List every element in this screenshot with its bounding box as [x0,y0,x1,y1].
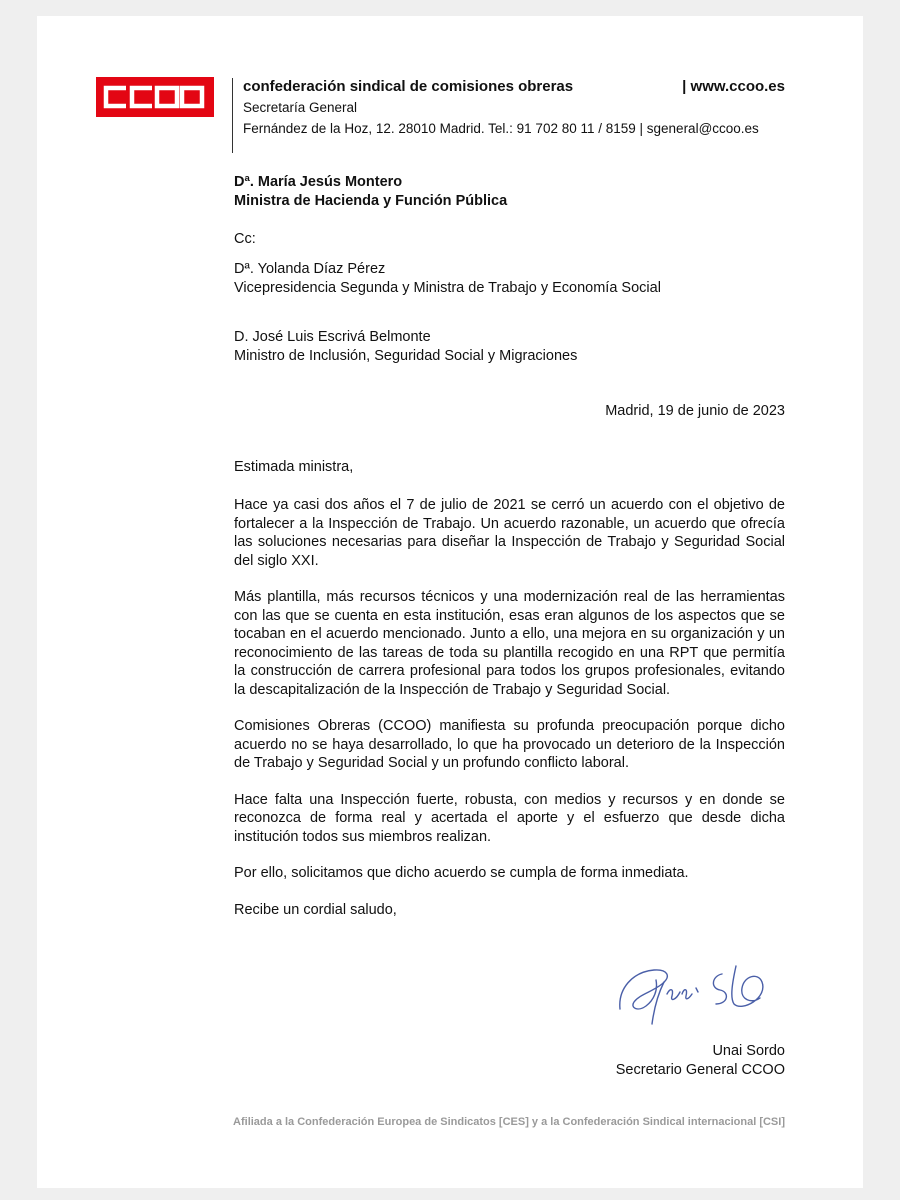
cc-label: Cc: [234,231,256,247]
signer-block [616,1042,785,1080]
ccoo-logo [96,77,214,117]
signer-role: Secretario General CCOO [615,1062,785,1078]
letter-date: Madrid, 19 de junio de 2023 [605,403,785,419]
header-divider [232,78,233,153]
body-paragraph: Hace falta una Inspección fuerte, robusta, con medios y recursos y en donde se reconozca de forma real y acertada el aporte y el esfuerzo que desde dicha institución todos sus miembros realizan. [234,791,785,845]
recipient-name: Dª. María Jesús Montero [234,174,403,190]
org-department: Secretaría General [243,100,358,115]
footer-note: Afiliada a la Confederación Europea de Sindicatos [CES] y a la Confederación Sindical internacional [CSI] [233,1116,785,1128]
cc-name: Dª. Yolanda Díaz Pérez [234,261,386,277]
cc-name: D. José Luis Escrivá Belmonte [234,329,431,345]
letter-body [234,496,785,937]
handwritten-signature [612,954,777,1029]
body-paragraph: Más plantilla, más recursos técnicos y una modernización real de las herramientas con las que se cuenta en esta institución, esas eran algunos de los aspectos que se tocaban en el acuerdo mencionado. Junto a ello, una mejora en su organización y un reconocimiento de las tareas de toda su plantilla recogido en una RPT que permitía la construcción de carrera profesional para todos los grupos profesionales, evitando la descapitalización de la Inspección de Trabajo y Seguridad Social. [234,589,785,698]
org-name: confederación sindical de comisiones obreras [243,78,574,95]
body-paragraph: Comisiones Obreras (CCOO) manifiesta su profunda preocupación porque dicho acuerdo no se haya desarrollado, lo que ha provocado un deterioro de la Inspección de Trabajo y Seguridad Social y un profundo conflicto laboral. [234,718,785,771]
recipient-title: Ministra de Hacienda y Función Pública [234,193,508,209]
letter-page [37,16,863,1188]
cc-title: Ministro de Inclusión, Seguridad Social y Migraciones [234,348,578,364]
greeting: Estimada ministra, [234,459,354,475]
body-paragraph: Hace ya casi dos años el 7 de julio de 2021 se cerró un acuerdo con el objetivo de fortalecer a la Inspección de Trabajo. Un acuerdo razonable, un acuerdo que ofrecía las soluciones necesarias para diseñar la Inspección de Trabajo y Seguridad Social del siglo XXI. [234,497,785,569]
closing: Recibe un cordial saludo, [234,901,397,918]
body-paragraph: Por ello, solicitamos que dicho acuerdo se cumpla de forma inmediata. [234,865,689,881]
org-address: Fernández de la Hoz, 12. 28010 Madrid. Tel.: 91 702 80 11 / 8159 | sgeneral@ccoo.es [243,121,759,136]
cc-title: Vicepresidencia Segunda y Ministra de Trabajo y Economía Social [234,280,661,296]
org-website: | www.ccoo.es [682,78,785,95]
signer-name: Unai Sordo [712,1043,785,1059]
